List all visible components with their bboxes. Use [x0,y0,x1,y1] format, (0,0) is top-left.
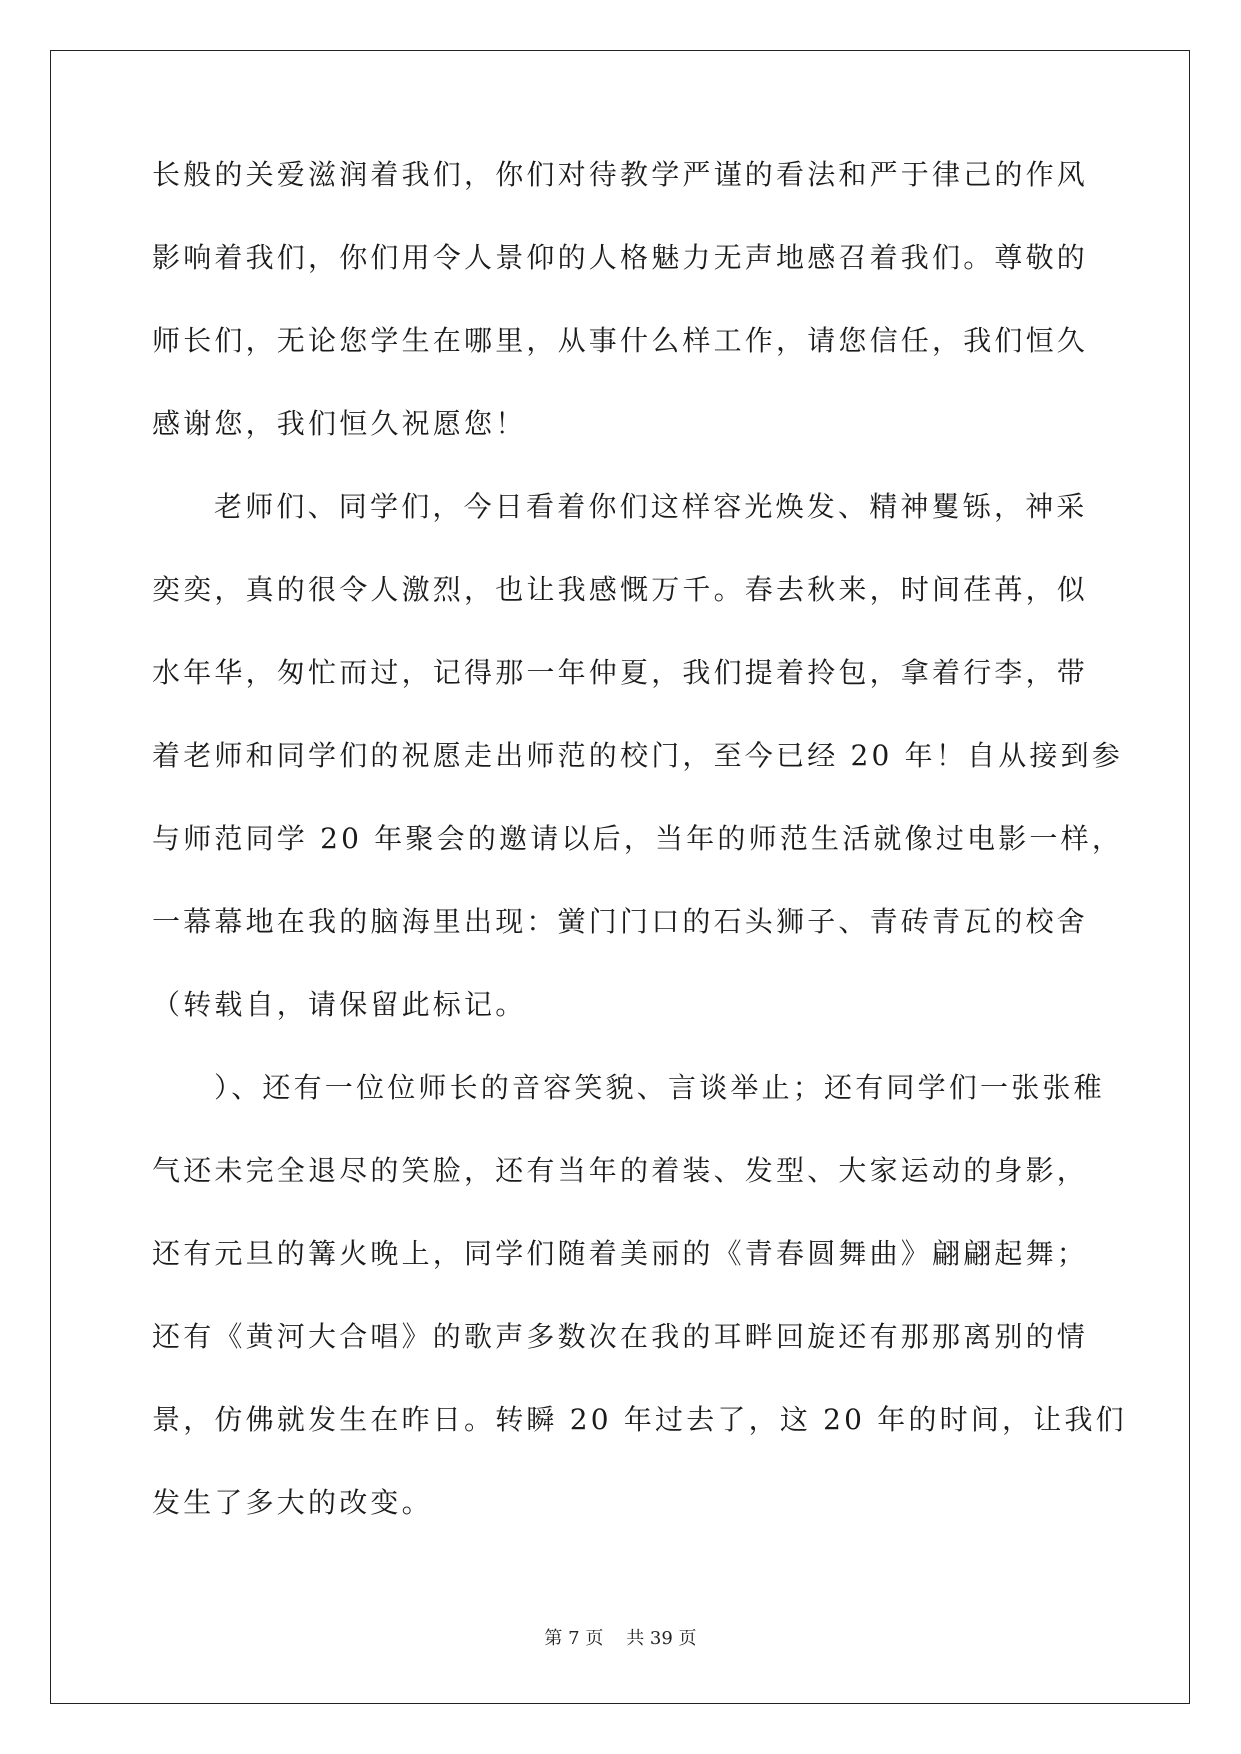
text-line: 影响着我们，你们用令人景仰的人格魅力无声地感召着我们。尊敬的 [152,241,1089,274]
text-line: 气还未完全退尽的笑脸，还有当年的着装、发型、大家运动的身影， [152,1154,1089,1187]
text-line: 与师范同学 20 年聚会的邀请以后，当年的师范生活就像过电影一样， [152,822,1124,855]
text-line: 景，仿佛就发生在昨日。转瞬 20 年过去了，这 20 年的时间，让我们 [152,1403,1127,1436]
text-line: 还有《黄河大合唱》的歌声多数次在我的耳畔回旋还有那那离别的情 [152,1320,1089,1353]
text-line: 感谢您，我们恒久祝愿您！ [152,407,527,440]
text-line: 着老师和同学们的祝愿走出师范的校门，至今已经 20 年！自从接到参 [152,739,1124,772]
text-line: 发生了多大的改变。 [152,1486,433,1519]
text-line-indented: 老师们、同学们，今日看着你们这样容光焕发、精神矍铄，神采 [214,490,1088,523]
text-line: 长般的关爱滋润着我们，你们对待教学严谨的看法和严于律己的作风 [152,158,1089,191]
text-line-indented: ）、还有一位位师长的音容笑貌、言谈举止；还有同学们一张张稚 [214,1071,1105,1104]
page-number-footer: 第 7 页 共 39 页 [544,1628,697,1649]
document-body [152,158,1127,1571]
text-line: 还有元旦的篝火晚上，同学们随着美丽的《青春圆舞曲》翩翩起舞； [152,1237,1089,1270]
text-line: 一幕幕地在我的脑海里出现：黉门门口的石头狮子、青砖青瓦的校舍 [152,905,1089,938]
text-line: 奕奕，真的很令人激烈，也让我感慨万千。春去秋来，时间荏苒，似 [152,573,1089,606]
text-line: （转载自，请保留此标记。 [152,988,527,1021]
text-line: 水年华，匆忙而过，记得那一年仲夏，我们提着拎包，拿着行李，带 [152,656,1089,689]
text-line: 师长们，无论您学生在哪里，从事什么样工作，请您信任，我们恒久 [152,324,1089,357]
